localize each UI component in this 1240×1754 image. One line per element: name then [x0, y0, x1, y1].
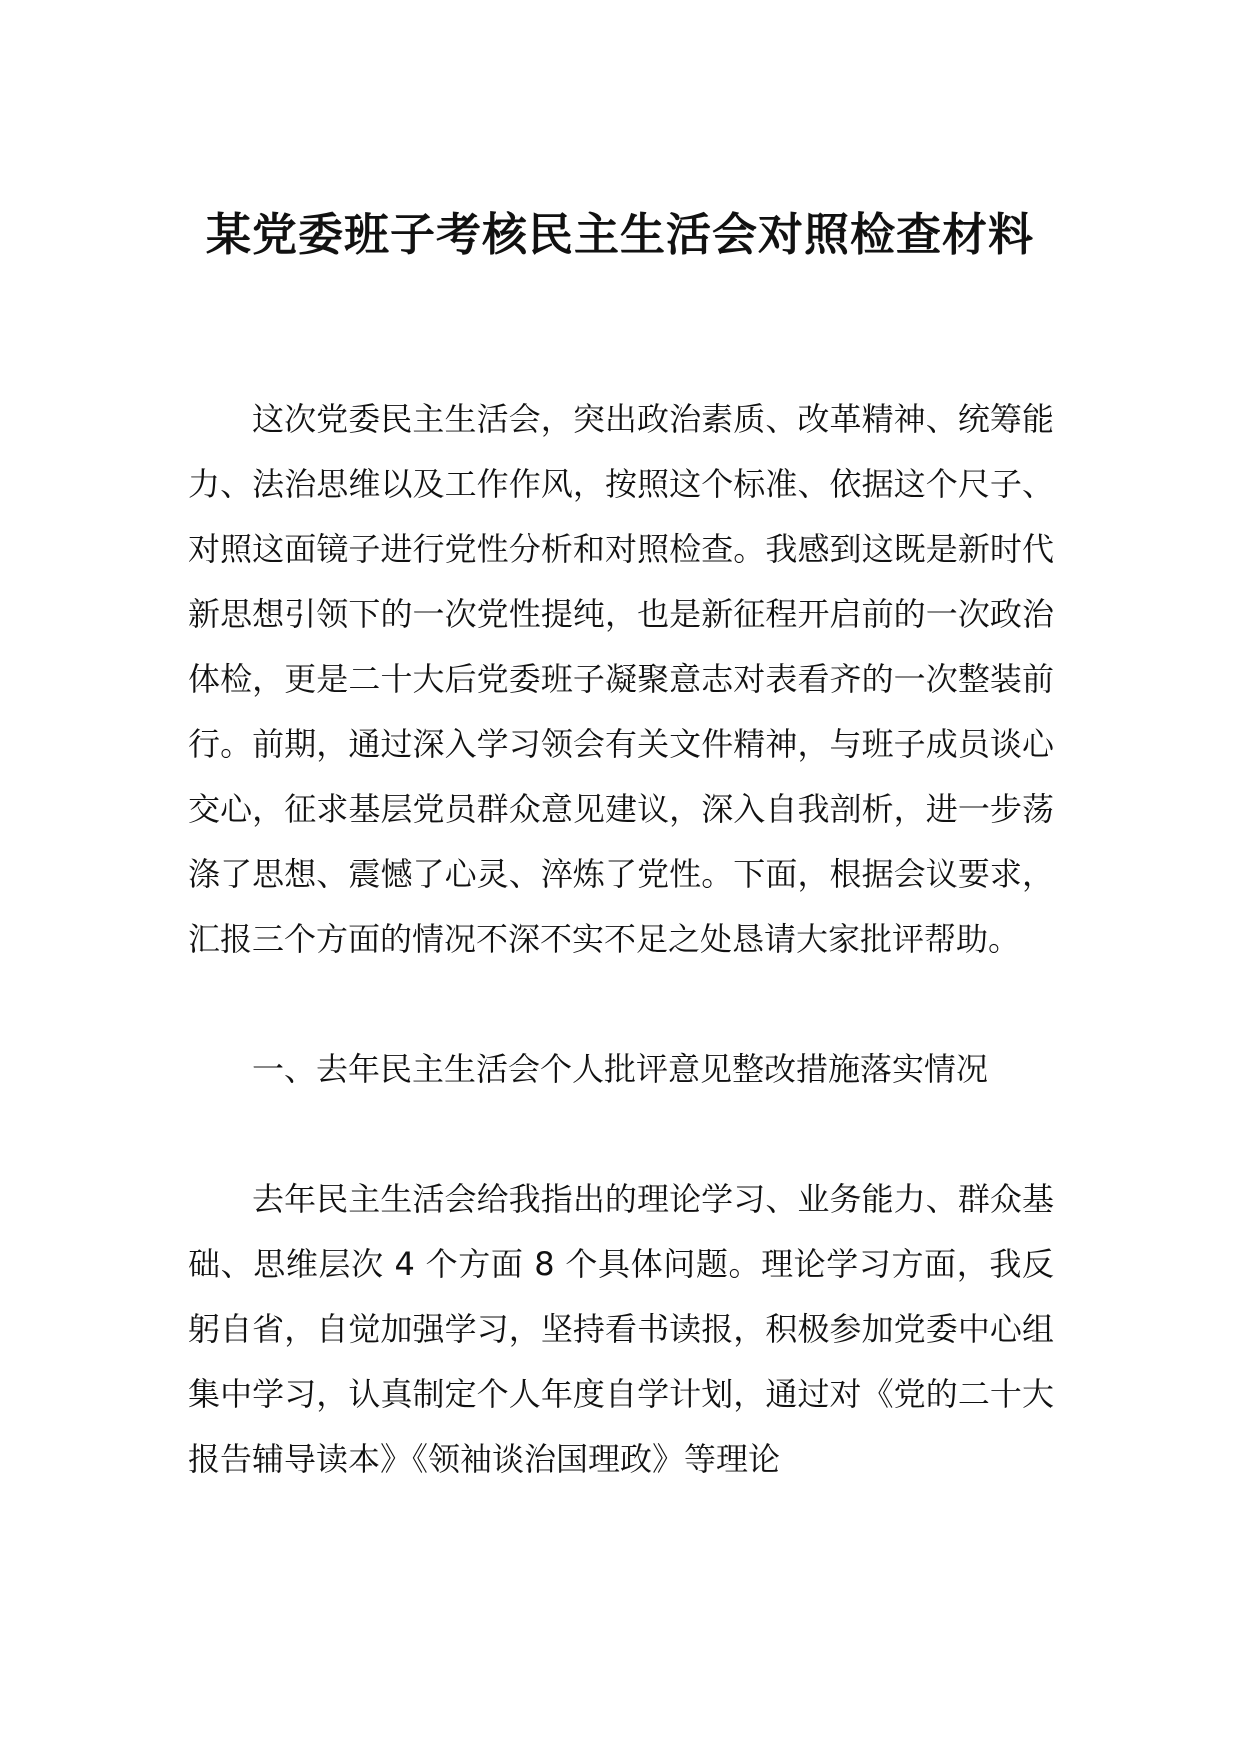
document-title: 某党委班子考核民主生活会对照检查材料 [205, 208, 1034, 261]
paragraph-spacer [188, 1102, 1054, 1167]
paragraph-spacer [188, 972, 1054, 1037]
document-body [188, 387, 1054, 1492]
intro-paragraph: 这次党委民主生活会，突出政治素质、改革精神、统筹能力、法治思维以及工作作风，按照这个标准、依据这个尺子、对照这面镜子进行党性分析和对照检查。我感到这既是新时代新思想引领下的一次党性提纯，也是新征程开启前的一次政治体检，更是二十大后党委班子凝聚意志对表看齐的一次整装前行。前期，通过深入学习领会有关文件精神，与班子成员谈心交心，征求基层党员群众意见建议，深入自我剖析，进一步荡涤了思想、震憾了心灵、淬炼了党性。下面，根据会议要求，汇报三个方面的情况不深不实不足之处恳请大家批评帮助。 [188, 400, 1054, 958]
section-paragraph: 去年民主生活会给我指出的理论学习、业务能力、群众基础、思维层次 4 个方面 8 个具体问题。理论学习方面，我反躬自省，自觉加强学习，坚持看书读报，积极参加党委中心组集中学习，认真制定个人年度自学计划，通过对《党的二十大报告辅导读本》《领袖谈治国理政》等理论 [188, 1180, 1054, 1478]
section-heading: 一、去年民主生活会个人批评意见整改措施落实情况 [252, 1050, 989, 1088]
